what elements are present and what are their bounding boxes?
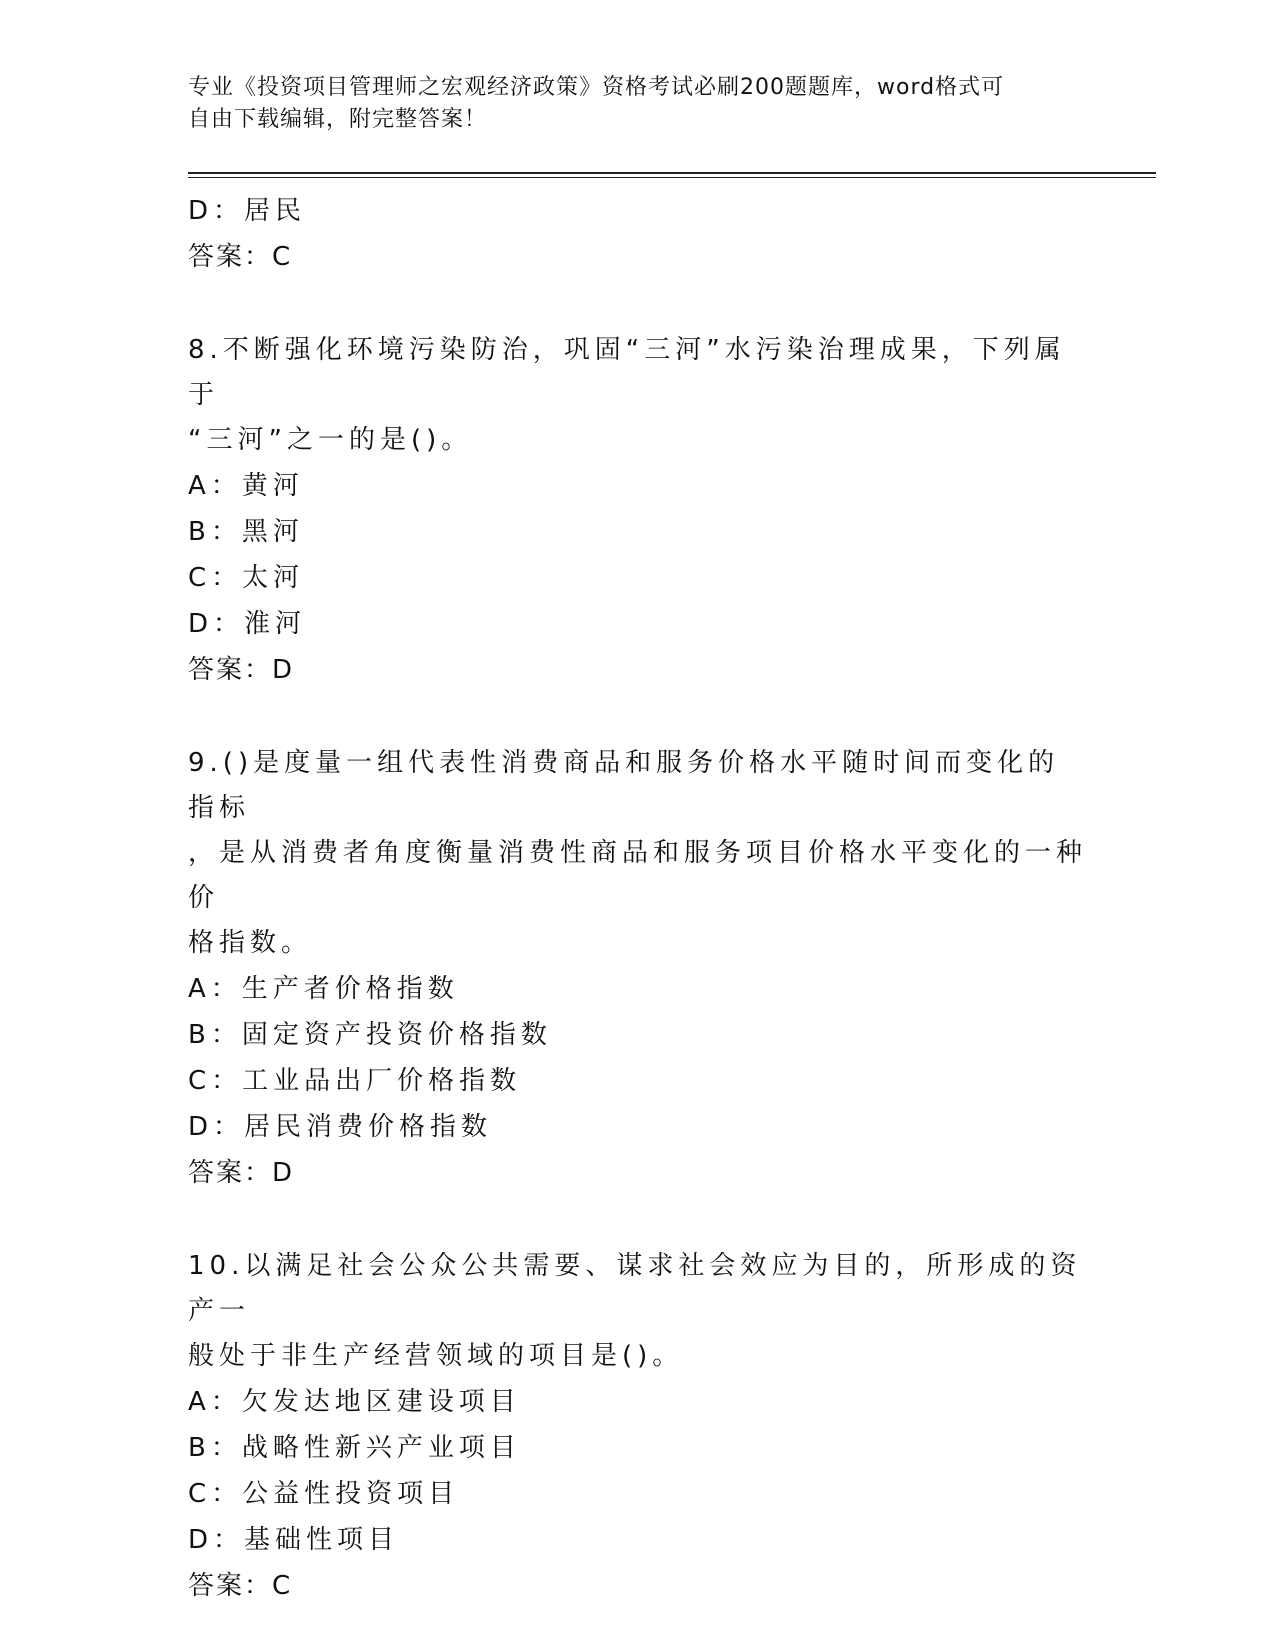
question-7-tail — [188, 188, 1088, 280]
header-rule-bottom — [188, 177, 1156, 178]
answer: 答案：C — [188, 242, 293, 272]
question-content — [188, 188, 1088, 1609]
answer: 答案：D — [188, 1158, 295, 1188]
option-b: B：战略性新兴产业项目 — [188, 1433, 521, 1463]
document-header — [188, 72, 1088, 136]
header-line-2: 自由下载编辑，附完整答案！ — [188, 107, 488, 132]
option-b: B：黑河 — [188, 517, 304, 547]
question-stem-line: 10.以满足社会公众公共需要、谋求社会效应为目的，所形成的资产一 — [188, 1251, 1082, 1326]
header-line-1: 专业《投资项目管理师之宏观经济政策》资格考试必刷200题题库，word格式可 — [188, 75, 1005, 100]
question-10 — [188, 1244, 1088, 1609]
option-d: D：淮河 — [188, 609, 307, 639]
option-a: A：欠发达地区建设项目 — [188, 1387, 521, 1417]
option-d: D：居民 — [188, 196, 307, 226]
header-rule-top — [188, 172, 1156, 174]
option-b: B：固定资产投资价格指数 — [188, 1020, 552, 1050]
question-stem-line: ，是从消费者角度衡量消费性商品和服务项目价格水平变化的一种价 — [188, 838, 1088, 913]
question-8 — [188, 328, 1088, 693]
option-c: C：工业品出厂价格指数 — [188, 1066, 522, 1096]
question-9 — [188, 741, 1088, 1196]
answer: 答案：D — [188, 655, 295, 685]
question-stem-line: “三河”之一的是()。 — [188, 425, 473, 455]
option-d: D：居民消费价格指数 — [188, 1112, 493, 1142]
answer: 答案：C — [188, 1571, 293, 1601]
question-stem-line: 般处于非生产经营领域的项目是()。 — [188, 1341, 684, 1371]
option-c: C：公益性投资项目 — [188, 1479, 460, 1509]
option-c: C：太河 — [188, 563, 305, 593]
option-a: A：黄河 — [188, 471, 304, 501]
option-d: D：基础性项目 — [188, 1525, 400, 1555]
option-a: A：生产者价格指数 — [188, 974, 459, 1004]
question-stem-line: 8.不断强化环境污染防治，巩固“三河”水污染治理成果，下列属于 — [188, 335, 1066, 410]
question-stem-line: 9.()是度量一组代表性消费商品和服务价格水平随时间而变化的指标 — [188, 748, 1060, 823]
question-stem-line: 格指数。 — [188, 928, 313, 958]
